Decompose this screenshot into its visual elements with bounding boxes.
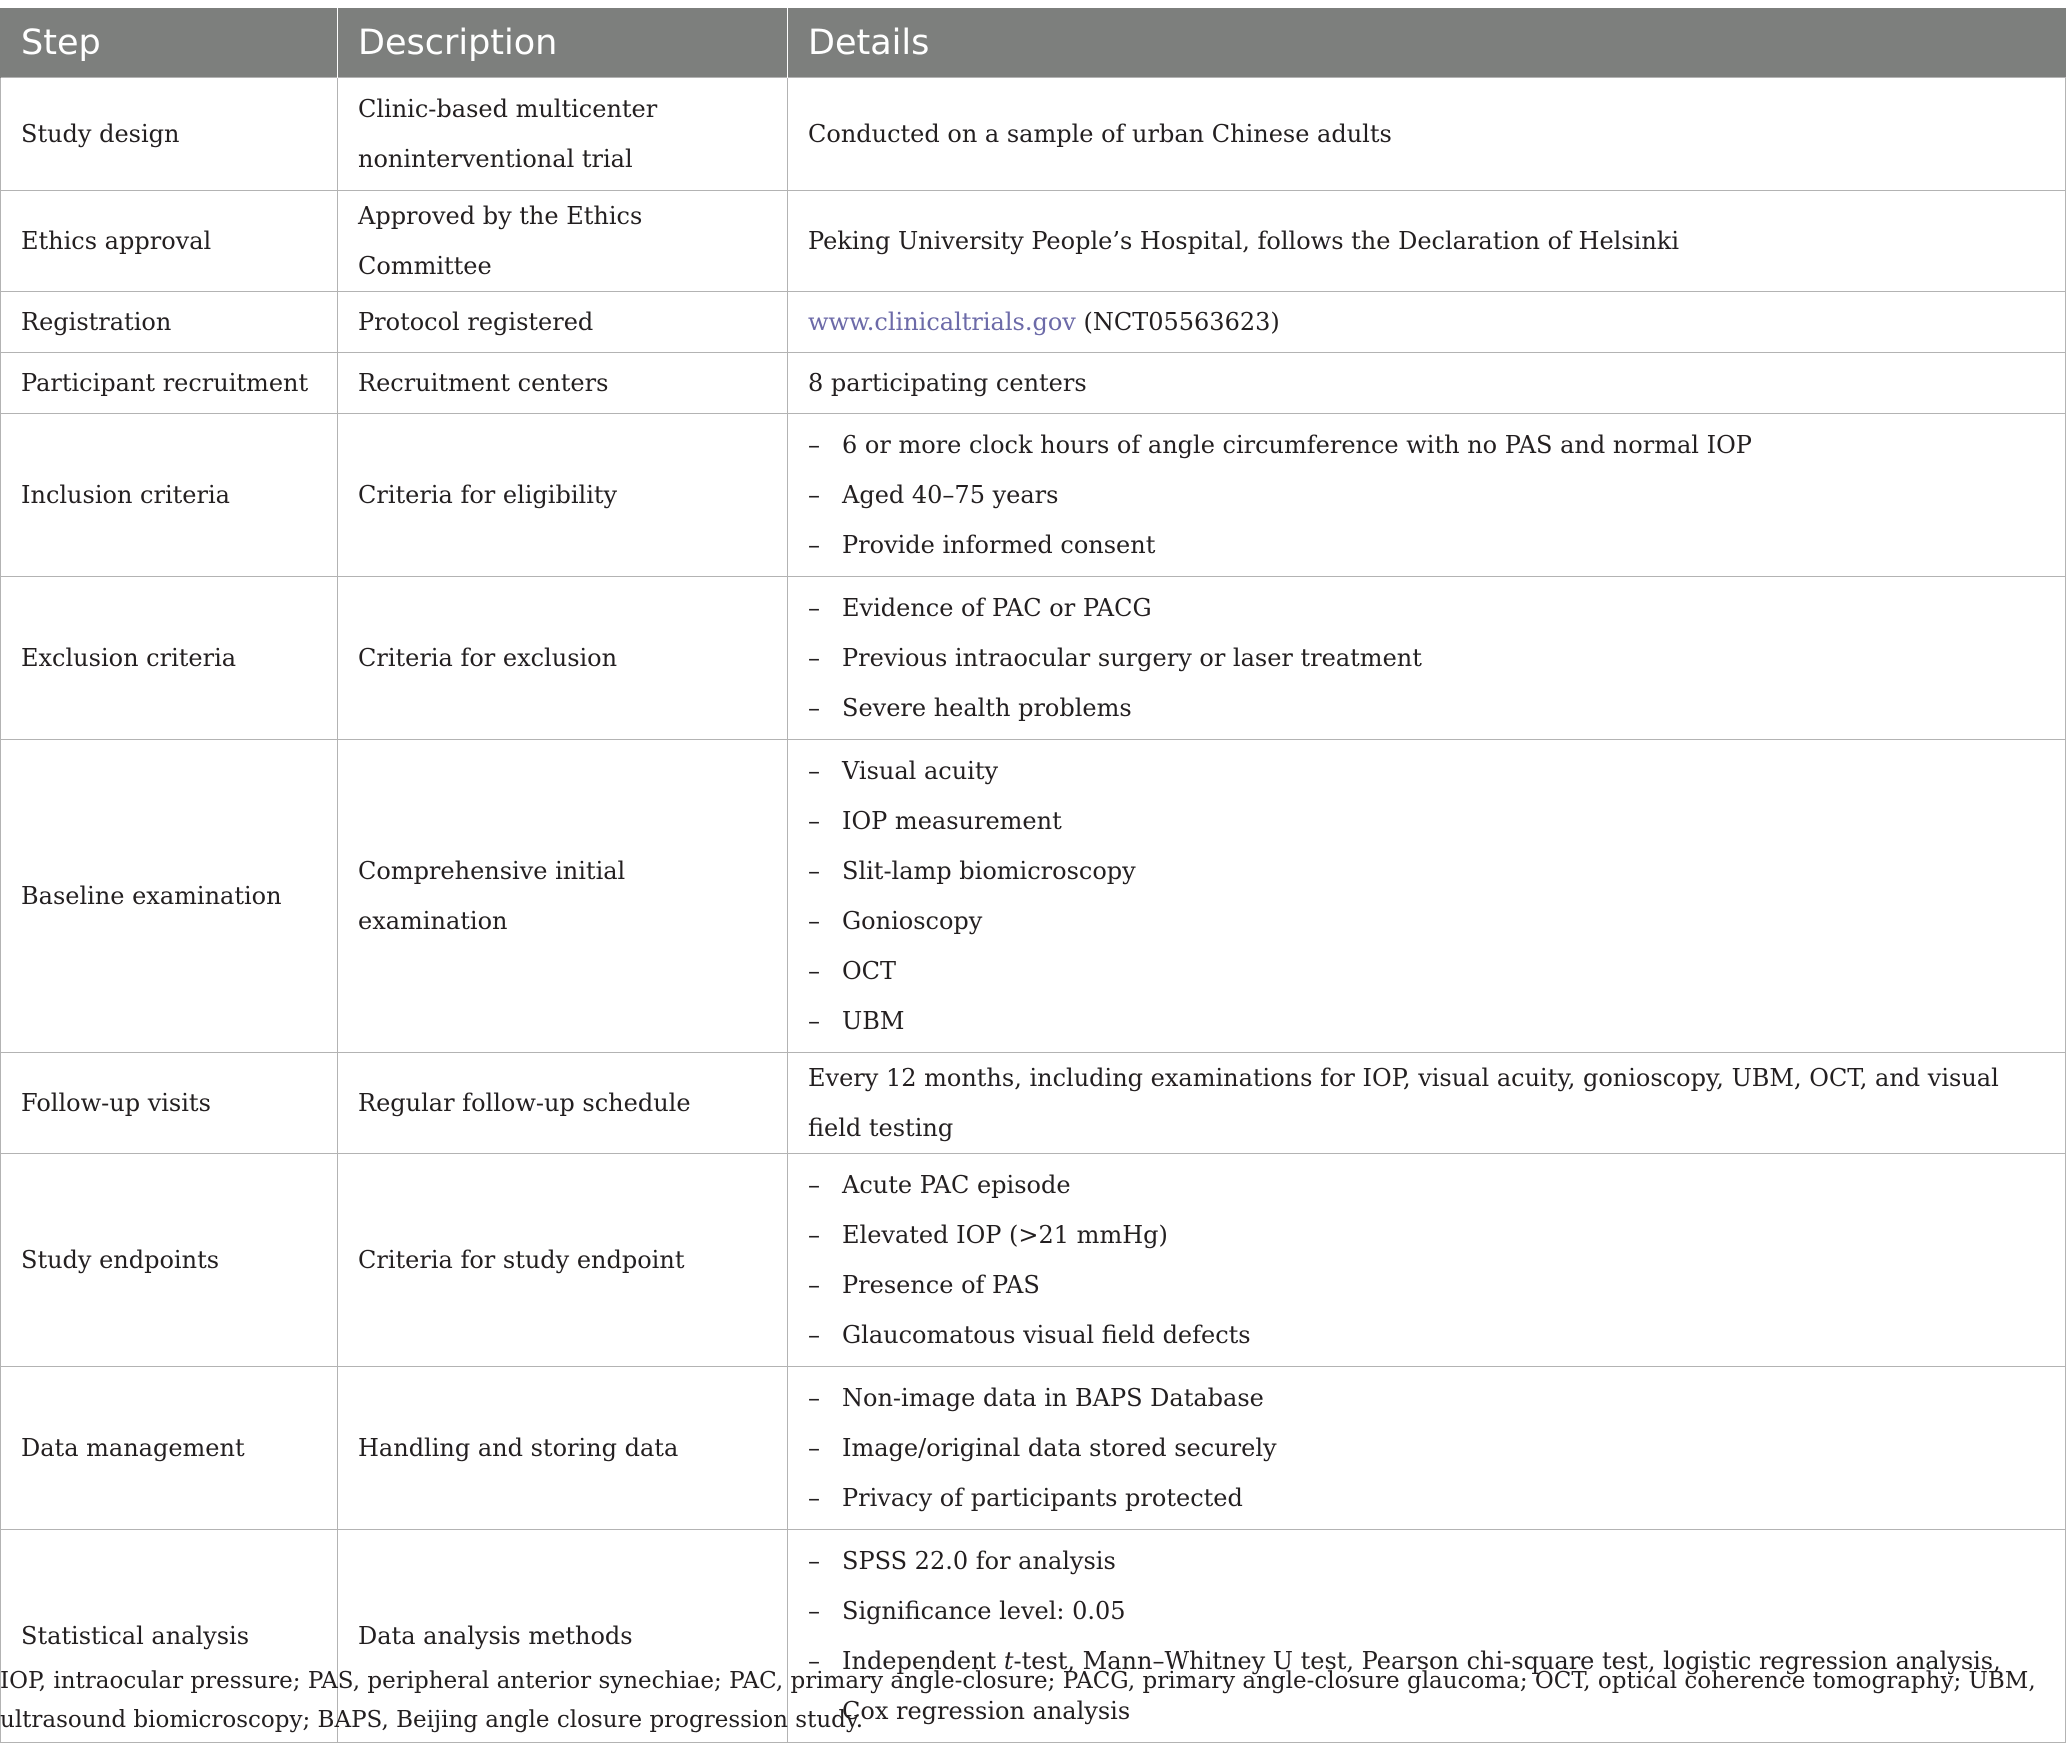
list-item	[808, 520, 2051, 570]
step-cell: Baseline examination	[1, 740, 338, 1053]
list-item-text: Visual acuity	[842, 757, 999, 785]
list-item-text: Glaucomatous visual field defects	[842, 1321, 1251, 1349]
table-footnote: IOP, intraocular pressure; PAS, peripheral anterior synechiae; PAC, primary angle-closure; PACG, primary angle-closure glaucoma; OCT, optical coherence tomography; UBM, ultrasound biomicroscopy; BAPS, Beijing angle closure progression study.	[0, 1668, 2036, 1733]
column-header-description: Description	[338, 8, 788, 78]
list-item	[808, 1373, 2051, 1423]
bullet-dash: –	[808, 1484, 820, 1512]
document	[0, 8, 2065, 1743]
table-row	[1, 414, 2066, 577]
bullet-dash: –	[808, 1647, 820, 1675]
description-cell: Handling and storing data	[338, 1367, 788, 1530]
bullet-dash: –	[808, 1171, 820, 1199]
column-header-step: Step	[1, 8, 338, 78]
bullet-dash: –	[808, 1221, 820, 1249]
details-list	[808, 414, 2051, 576]
bullet-dash: –	[808, 694, 820, 722]
description-cell: Criteria for exclusion	[338, 577, 788, 740]
header-row	[1, 8, 2066, 78]
description-cell: Criteria for eligibility	[338, 414, 788, 577]
column-header-details: Details	[788, 8, 2066, 78]
bullet-dash: –	[808, 957, 820, 985]
list-item-text: UBM	[842, 1007, 905, 1035]
step-cell: Inclusion criteria	[1, 414, 338, 577]
list-item-text: SPSS 22.0 for analysis	[842, 1547, 1116, 1575]
details-list	[808, 1367, 2051, 1529]
list-item	[808, 583, 2051, 633]
bullet-dash: –	[808, 1007, 820, 1035]
step-cell: Data management	[1, 1367, 338, 1530]
bullet-dash: –	[808, 907, 820, 935]
step-cell: Follow-up visits	[1, 1053, 338, 1154]
list-item-text: Slit-lamp biomicroscopy	[842, 857, 1136, 885]
bullet-dash: –	[808, 531, 820, 559]
list-item	[808, 1210, 2051, 1260]
bullet-dash: –	[808, 1321, 820, 1349]
list-item-text: Previous intraocular surgery or laser treatment	[842, 644, 1422, 672]
step-cell: Study endpoints	[1, 1154, 338, 1367]
list-item-text: IOP measurement	[842, 807, 1062, 835]
table-row	[1, 1053, 2066, 1154]
details-cell: Every 12 months, including examinations for IOP, visual acuity, gonioscopy, UBM, OCT, and visual field testing	[788, 1053, 2066, 1154]
step-cell: Registration	[1, 292, 338, 353]
bullet-dash: –	[808, 594, 820, 622]
bullet-dash: –	[808, 644, 820, 672]
details-cell: Conducted on a sample of urban Chinese adults	[788, 78, 2066, 191]
details-cell	[788, 577, 2066, 740]
list-item	[808, 420, 2051, 470]
bullet-dash: –	[808, 481, 820, 509]
details-list	[808, 740, 2051, 1052]
table-row	[1, 78, 2066, 191]
italic-t: t	[1003, 1647, 1014, 1675]
list-item	[808, 846, 2051, 896]
description-cell: Clinic-based multicenter noninterventional trial	[338, 78, 788, 191]
table-row	[1, 191, 2066, 292]
study-protocol-table	[0, 8, 2066, 1743]
list-item-text: Image/original data stored securely	[842, 1434, 1277, 1462]
list-item	[808, 1260, 2051, 1310]
list-item	[808, 946, 2051, 996]
details-cell: Peking University People’s Hospital, follows the Declaration of Helsinki	[788, 191, 2066, 292]
list-item	[808, 1160, 2051, 1210]
list-item-text: Elevated IOP (>21 mmHg)	[842, 1221, 1168, 1249]
description-cell: Recruitment centers	[338, 353, 788, 414]
list-item	[808, 1536, 2051, 1586]
list-item-text: Presence of PAS	[842, 1271, 1040, 1299]
description-cell: Comprehensive initial examination	[338, 740, 788, 1053]
list-item-text-prefix: Independent	[842, 1647, 1004, 1675]
list-item	[808, 796, 2051, 846]
description-cell: Criteria for study endpoint	[338, 1154, 788, 1367]
list-item-text: Gonioscopy	[842, 907, 983, 935]
details-list	[808, 577, 2051, 739]
list-item	[808, 1423, 2051, 1473]
registry-link[interactable]: www.clinicaltrials.gov	[808, 308, 1076, 336]
list-item	[808, 896, 2051, 946]
table-row	[1, 577, 2066, 740]
step-cell: Ethics approval	[1, 191, 338, 292]
list-item	[808, 470, 2051, 520]
description-cell: Approved by the Ethics Committee	[338, 191, 788, 292]
list-item-text: Severe health problems	[842, 694, 1132, 722]
bullet-dash: –	[808, 1384, 820, 1412]
details-cell	[788, 414, 2066, 577]
description-cell: Protocol registered	[338, 292, 788, 353]
bullet-dash: –	[808, 807, 820, 835]
list-item-text: Acute PAC episode	[842, 1171, 1071, 1199]
bullet-dash: –	[808, 1547, 820, 1575]
description-cell: Regular follow-up schedule	[338, 1053, 788, 1154]
bullet-dash: –	[808, 1271, 820, 1299]
list-item-text: Aged 40–75 years	[842, 481, 1059, 509]
list-item	[808, 1473, 2051, 1523]
bullet-dash: –	[808, 1434, 820, 1462]
details-cell: 8 participating centers	[788, 353, 2066, 414]
details-cell	[788, 740, 2066, 1053]
list-item-text: Provide informed consent	[842, 531, 1156, 559]
list-item-text: Significance level: 0.05	[842, 1597, 1126, 1625]
table-body	[1, 78, 2066, 1743]
list-item	[808, 996, 2051, 1046]
bullet-dash: –	[808, 1597, 820, 1625]
table-row	[1, 1367, 2066, 1530]
step-cell: Study design	[1, 78, 338, 191]
step-cell: Statistical analysis	[1, 1530, 338, 1743]
description-cell: Data analysis methods	[338, 1530, 788, 1743]
bullet-dash: –	[808, 431, 820, 459]
list-item-text: Evidence of PAC or PACG	[842, 594, 1152, 622]
details-cell	[788, 292, 2066, 353]
table-row	[1, 1154, 2066, 1367]
details-cell	[788, 1367, 2066, 1530]
list-item	[808, 1586, 2051, 1636]
table-header	[1, 8, 2066, 78]
list-item-text: Non-image data in BAPS Database	[842, 1384, 1264, 1412]
registry-id: (NCT05563623)	[1075, 308, 1280, 336]
list-item-text: OCT	[842, 957, 897, 985]
details-list	[808, 1154, 2051, 1366]
table-row	[1, 292, 2066, 353]
bullet-dash: –	[808, 857, 820, 885]
list-item	[808, 633, 2051, 683]
list-item	[808, 683, 2051, 733]
list-item	[808, 746, 2051, 796]
details-cell	[788, 1154, 2066, 1367]
table-row	[1, 740, 2066, 1053]
step-cell: Participant recruitment	[1, 353, 338, 414]
table-row	[1, 353, 2066, 414]
list-item	[808, 1310, 2051, 1360]
bullet-dash: –	[808, 757, 820, 785]
list-item-text-suffix: -test, Mann–Whitney U test, Pearson chi-square test, logistic regression analysis, Cox regression analysis	[842, 1647, 2001, 1725]
list-item-text: 6 or more clock hours of angle circumference with no PAS and normal IOP	[842, 431, 1752, 459]
step-cell: Exclusion criteria	[1, 577, 338, 740]
list-item-text: Privacy of participants protected	[842, 1484, 1243, 1512]
